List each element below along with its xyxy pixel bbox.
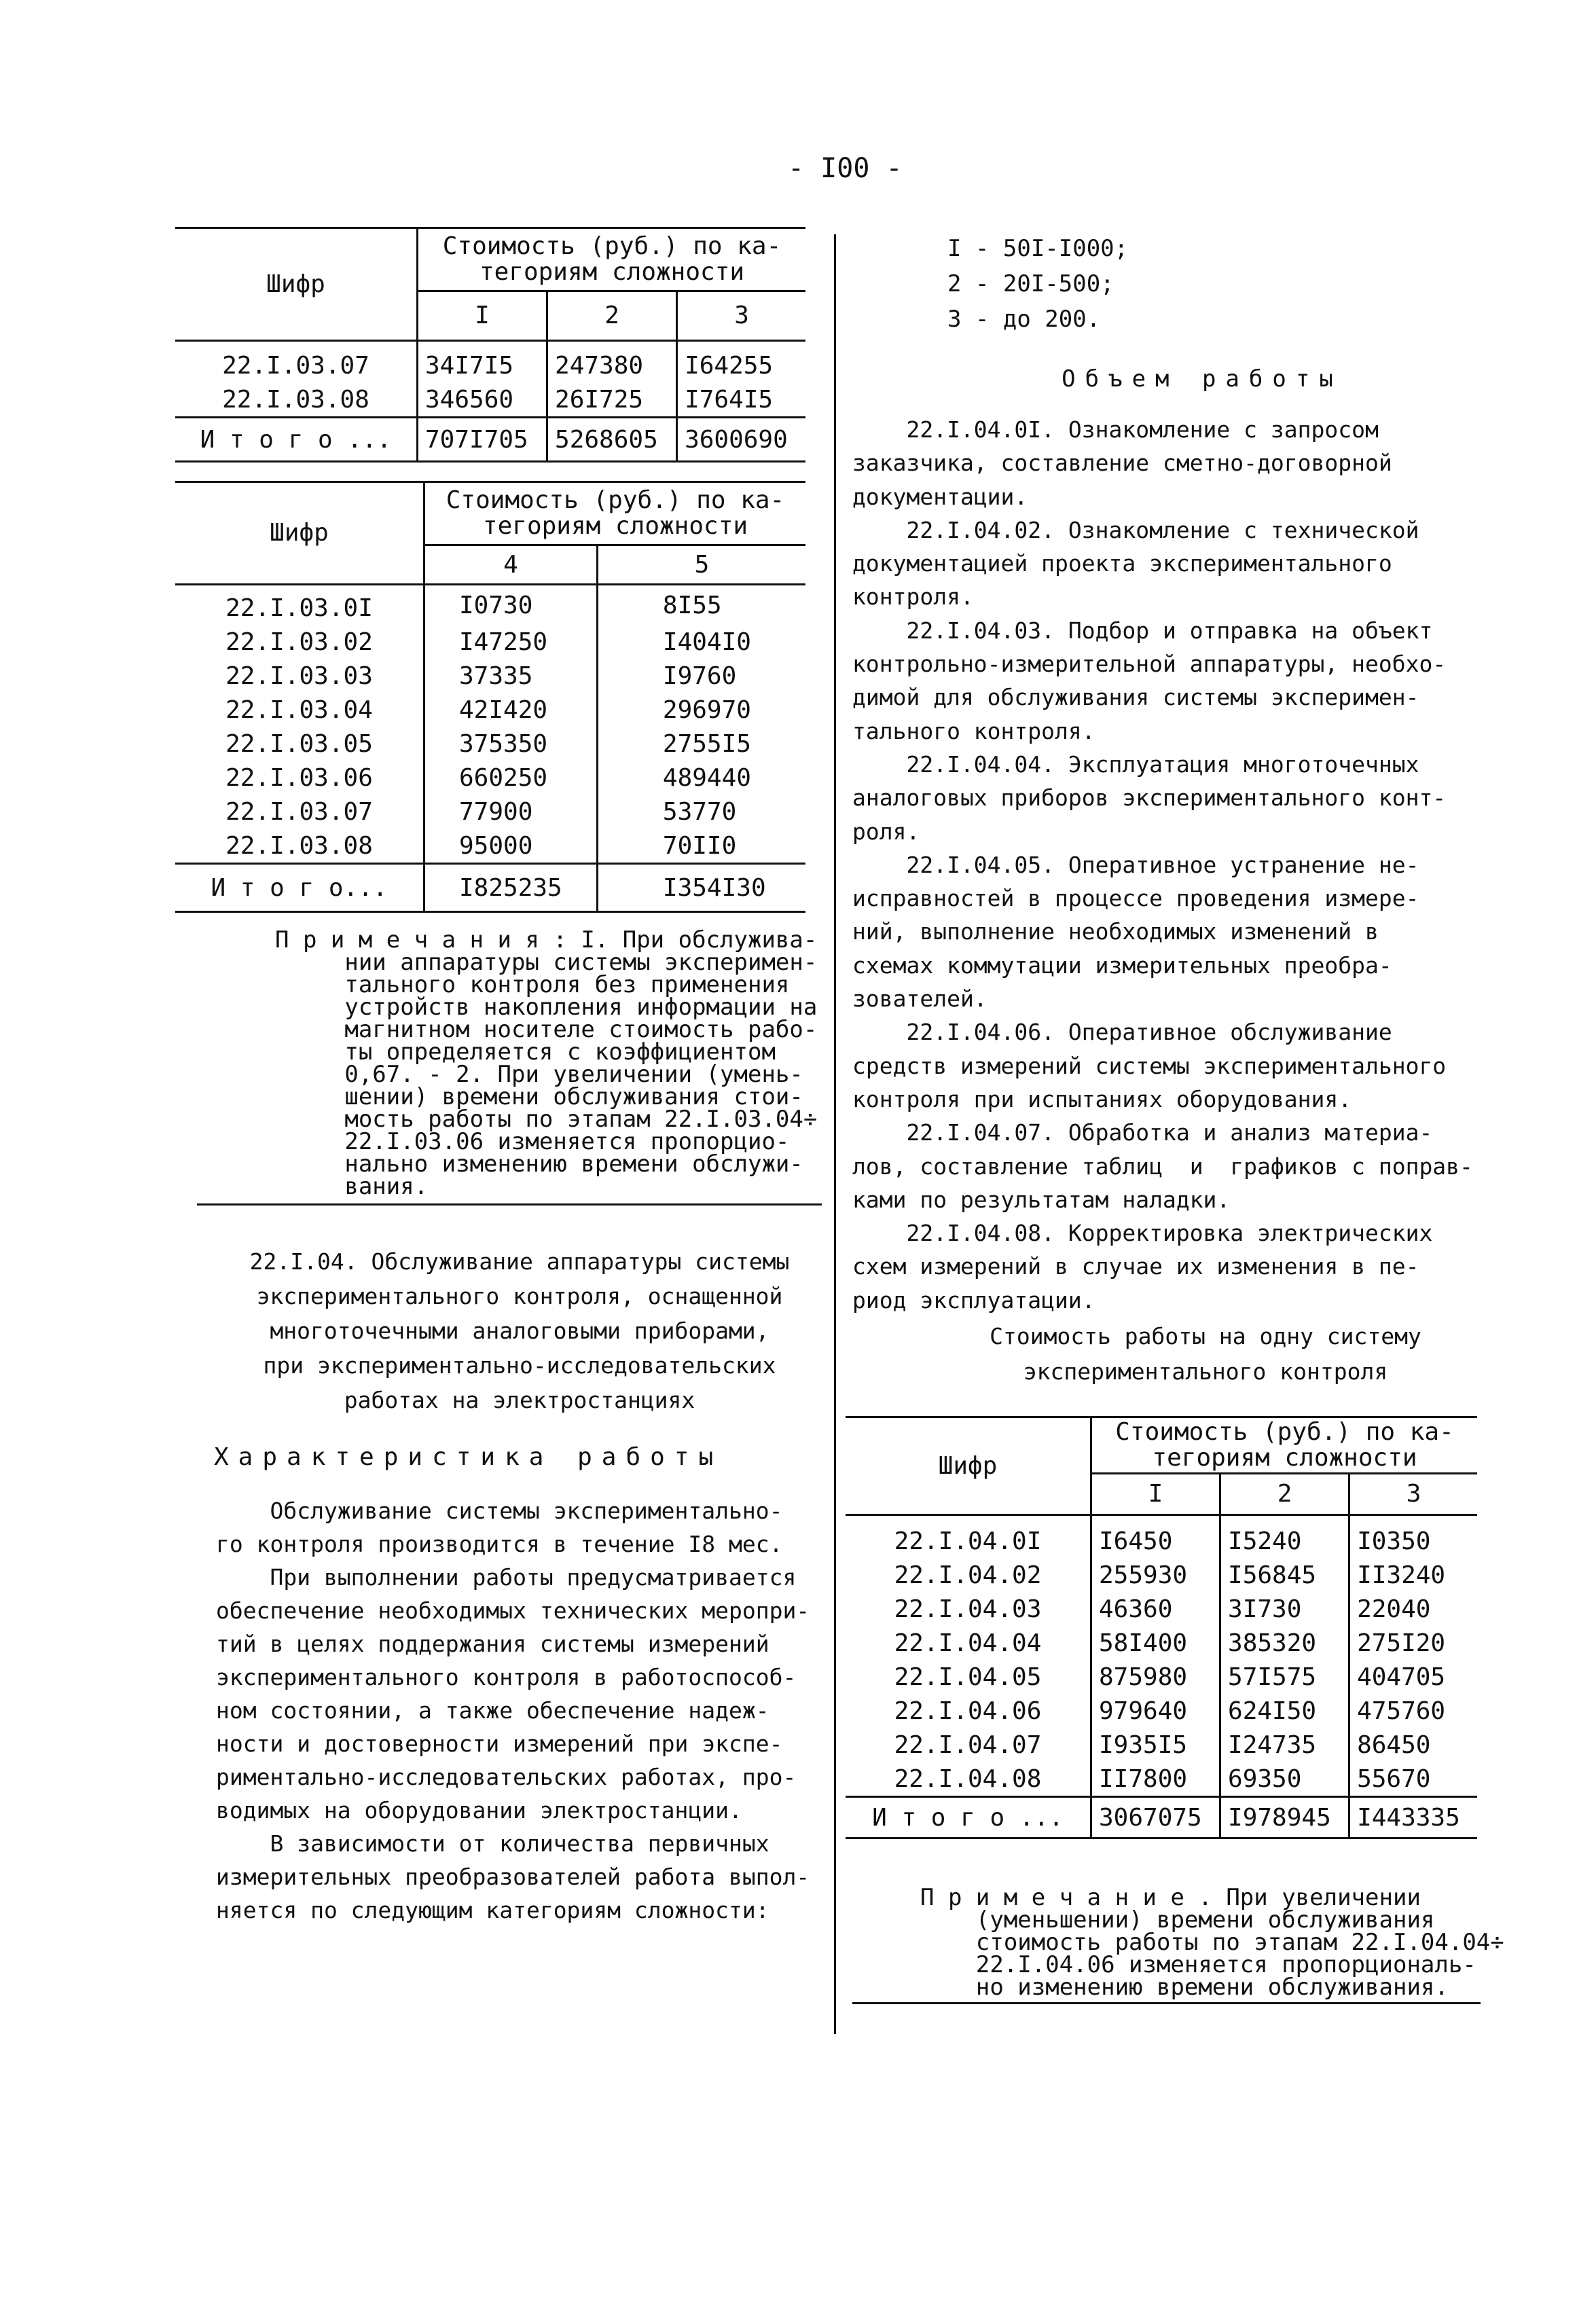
cell-value: 385320 [1220,1626,1349,1660]
table-row [846,1515,1477,1559]
page-number: - I00 - [788,153,903,184]
cat-header: 3 [1349,1474,1477,1515]
table-row [846,1592,1477,1626]
col-header-shifr: Шифр [175,482,424,585]
cell-value: 69350 [1220,1762,1349,1797]
row-code: 22.I.04.07 [894,1730,1042,1759]
cell-value: 42I420 [424,693,598,727]
total-value: 3600690 [677,418,805,462]
section-title: 22.I.04. Обслуживание аппаратуры системы экспериментального контроля, оснащенной многоточечными аналоговыми приборами, при экспериментально-исследовательских работах на электростанциях [249,1248,790,1413]
cell-value: 53770 [597,795,805,829]
cost-table-2 [175,481,805,913]
col-header-shifr: Шифр [846,1417,1091,1515]
col-header-cost: Стоимость (руб.) по ка- тегориям сложности [1091,1417,1478,1474]
cell-value: 255930 [1091,1558,1220,1592]
total-label: И т о г о ... [200,425,392,454]
cell-value: 660250 [424,761,598,795]
row-code: 22.I.03.06 [225,763,373,792]
cell-value: 275I20 [1349,1626,1477,1660]
table-row [846,1626,1477,1660]
total-value: 3067075 [1091,1797,1220,1838]
table-row [175,659,805,693]
cell-value: II7800 [1091,1762,1220,1797]
cell-value: 346560 [418,382,547,418]
cell-value: 70II0 [597,829,805,864]
total-row [846,1797,1477,1838]
total-label: И т о г о... [211,873,388,902]
cell-value: 475760 [1349,1694,1477,1728]
row-code: 22.I.04.04 [894,1629,1042,1657]
cell-value: 55670 [1349,1762,1477,1797]
cell-value: 404705 [1349,1660,1477,1694]
cell-value: II3240 [1349,1558,1477,1592]
table-row [175,727,805,761]
col-header-cost: Стоимость (руб.) по ка- тегориям сложности [418,228,806,291]
cost-table-3 [846,1416,1477,1839]
cell-value: 247380 [547,341,677,383]
total-label: И т о г о ... [872,1803,1064,1832]
note-1-rule [197,1203,822,1206]
row-code: 22.I.03.02 [225,628,373,656]
cost-caption: Стоимость работы на одну систему экспериментального контроля [990,1323,1421,1385]
row-code: 22.I.03.08 [222,385,369,414]
total-value: I825235 [424,864,598,912]
row-code: 22.I.04.02 [894,1561,1042,1589]
row-code: 22.I.04.05 [894,1663,1042,1691]
cell-value: 296970 [597,693,805,727]
row-code: 22.I.04.03 [894,1595,1042,1623]
cell-value: 46360 [1091,1592,1220,1626]
col-header-shifr: Шифр [175,228,418,341]
cell-value: 95000 [424,829,598,864]
total-value: 707I705 [418,418,547,462]
cat-header: I [1091,1474,1220,1515]
cell-value: I56845 [1220,1558,1349,1592]
total-value: 5268605 [547,418,677,462]
table-row [175,341,805,383]
table-row [175,693,805,727]
cell-value: 86450 [1349,1728,1477,1762]
cell-value: 58I400 [1091,1626,1220,1660]
note-1: П р и м е ч а н и я : I. При обслужива- нии аппаратуры системы эксперимен- тального контроля без применения устройств накопления информации на магнитном носителе стоимость рабо- ты определяется с коэффициентом 0,67. - 2. При увеличении (умень- шении) времени обслуживания стои- мость работы по этапам 22.I.03.04÷ 22.I.03.06 изменяется пропорцио- нально изменению времени обслужи- вания. [275,926,818,1200]
cell-value: 34I7I5 [418,341,547,383]
row-code: 22.I.03.0I [225,594,373,622]
row-code: 22.I.04.06 [894,1697,1042,1725]
cell-value: 979640 [1091,1694,1220,1728]
char-heading: Характеристика работы [214,1443,723,1471]
cell-value: I6450 [1091,1515,1220,1559]
cell-value: 875980 [1091,1660,1220,1694]
cat-header: 2 [547,291,677,341]
row-code: 22.I.03.08 [225,831,373,860]
row-code: 22.I.04.0I [894,1527,1042,1555]
cost-table-1 [175,227,805,463]
cell-value: 2755I5 [597,727,805,761]
cell-value: I935I5 [1091,1728,1220,1762]
table-row [846,1558,1477,1592]
cell-value: 22040 [1349,1592,1477,1626]
col-header-cost: Стоимость (руб.) по ка- тегориям сложности [424,482,806,545]
table-row [175,585,805,626]
total-value: I978945 [1220,1797,1349,1838]
table-row [175,761,805,795]
total-row [175,418,805,462]
char-text: Обслуживание системы экспериментально- го контроля производится в течение I8 мес. При выполнении работы предусматривается обеспечение необходимых технических меропри- тий в целях поддержания системы измерений экспериментального контроля в работоспособ- ном состоянии, а также обеспечение надеж- ности и достоверности измерений при экспе- риментально-исследовательских работах, про- водимых на оборудовании электростанции. В зависимости от количества первичных измерительных преобразователей работа выпол- няется по следующим категориям сложности: [216,1498,810,1923]
cat-header: 2 [1220,1474,1349,1515]
row-code: 22.I.03.03 [225,661,373,690]
cell-value: 8I55 [597,585,805,626]
total-value: I354I30 [597,864,805,912]
column-divider [834,234,836,2034]
cell-value: I0350 [1349,1515,1477,1559]
cell-value: 77900 [424,795,598,829]
cell-value: 57I575 [1220,1660,1349,1694]
cat-header: 4 [424,545,598,585]
cell-value: 37335 [424,659,598,693]
table-row [846,1728,1477,1762]
categories-list: I - 50I-I000; 2 - 20I-500; 3 - до 200. [947,235,1129,333]
cell-value: I47250 [424,625,598,659]
table-row [846,1660,1477,1694]
total-value: I443335 [1349,1797,1477,1838]
cell-value: I404I0 [597,625,805,659]
cell-value: 375350 [424,727,598,761]
row-code: 22.I.03.07 [225,797,373,826]
total-row [175,864,805,912]
volume-heading: Объем работы [1062,365,1343,393]
cell-value: I9760 [597,659,805,693]
row-code: 22.I.03.04 [225,695,373,724]
row-code: 22.I.03.07 [222,351,369,380]
volume-text: 22.I.04.0I. Ознакомление с запросом заказчика, составление сметно-договорной документации. 22.I.04.02. Ознакомление с технической документацией проекта экспериментального контроля. 22.I.04.03. Подбор и отправка на объект контрольно-измерительной аппаратуры, необхо- димой для обслуживания системы эксперимен- тального контроля. 22.I.04.04. Эксплуатация многоточечных аналоговых приборов экспериментального конт- роля. 22.I.04.05. Оперативное устранение не- исправностей в процессе проведения измере- ний, выполнение необходимых изменений в схемах коммутации измерительных преобра- зователей. 22.I.04.06. Оперативное обслуживание средств измерений системы экспериментального контроля при испытаниях оборудования. 22.I.04.07. Обработка и анализ материа- лов, составление таблиц и графиков с поправ- ками по результатам наладки. 22.I.04.08. Корректировка электрических схем измерений в случае их изменения в пе- риод эксплуатации. [852,416,1473,1313]
cell-value: 26I725 [547,382,677,418]
note-2: П р и м е ч а н и е . При увеличении (уменьшении) времени обслуживания стоимость работы по этапам 22.I.04.04÷ 22.I.04.06 изменяется пропорциональ- но изменению времени обслуживания. [920,1884,1504,2001]
table-row [175,829,805,864]
note-2-rule [852,2002,1481,2004]
row-code: 22.I.03.05 [225,729,373,758]
cell-value: I64255 [677,341,805,383]
table-row [175,382,805,418]
row-code: 22.I.04.08 [894,1764,1042,1793]
table-row [175,625,805,659]
table-row [846,1762,1477,1797]
cell-value: I0730 [424,585,598,626]
cat-header: 5 [597,545,805,585]
cell-value: I5240 [1220,1515,1349,1559]
cell-value: I764I5 [677,382,805,418]
cell-value: 624I50 [1220,1694,1349,1728]
table-row [175,795,805,829]
cell-value: 3I730 [1220,1592,1349,1626]
table-row [846,1694,1477,1728]
cell-value: 489440 [597,761,805,795]
cat-header: I [418,291,547,341]
cell-value: I24735 [1220,1728,1349,1762]
cat-header: 3 [677,291,805,341]
